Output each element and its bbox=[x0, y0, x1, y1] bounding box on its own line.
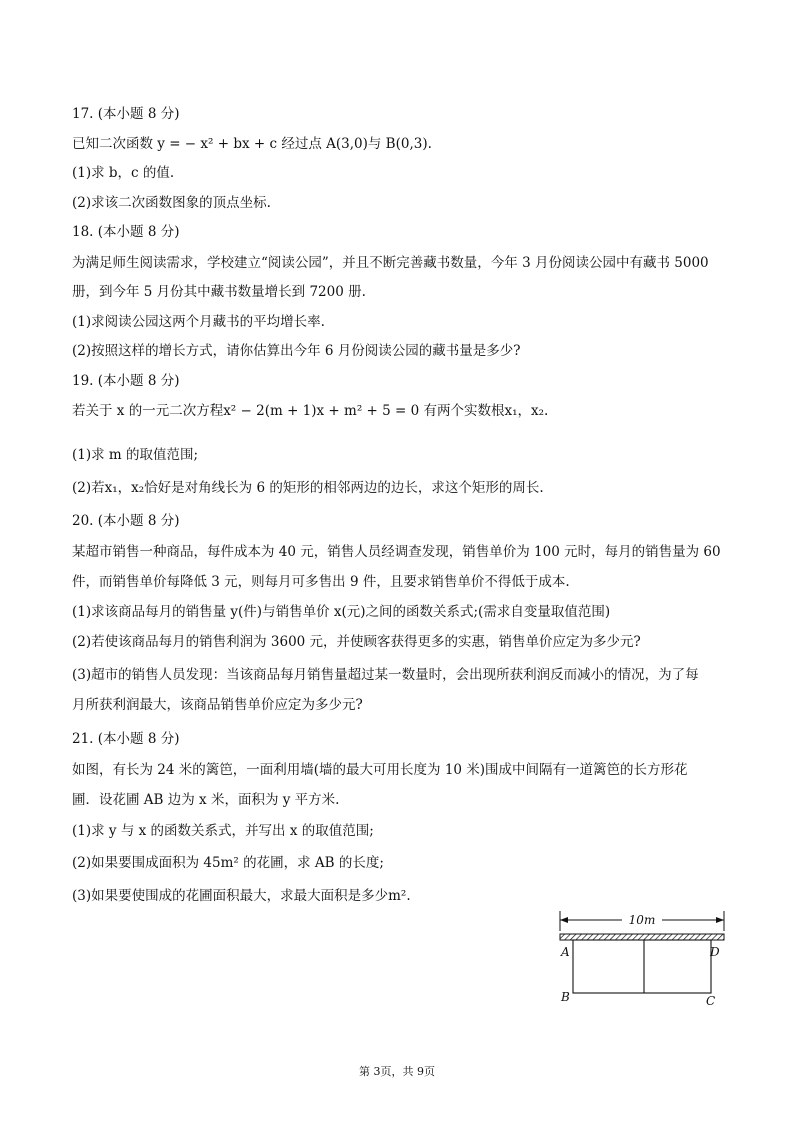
q18-part1: (1)求阅读公园这两个月藏书的平均增长率. bbox=[72, 314, 325, 330]
arrow-right bbox=[716, 917, 724, 923]
q20-part3-line1: (3)超市的销售人员发现：当该商品每月销售量超过某一数量时，会出现所获利润反而减小的情况，为了每 bbox=[72, 667, 699, 683]
q20-header: 20. (本小题 8 分) bbox=[72, 513, 180, 529]
garden-figure bbox=[548, 905, 738, 1010]
q20-part3-line2: 月所获利润最大，该商品销售单价应定为多少元? bbox=[72, 697, 363, 713]
q18-stem-line1: 为满足师生阅读需求，学校建立“阅读公园”，并且不断完善藏书数量，今年 3 月份阅读公园中有藏书 5000 bbox=[72, 255, 709, 271]
q18-header: 18. (本小题 8 分) bbox=[72, 224, 180, 240]
garden-rectangle bbox=[573, 940, 711, 993]
q19-header: 19. (本小题 8 分) bbox=[72, 373, 180, 389]
arrow-left bbox=[560, 917, 568, 923]
q17-stem: 已知二次函数 y = − x² + bx + c 经过点 A(3,0)与 B(0,3). bbox=[72, 136, 432, 152]
q19-part2: (2)若x₁，x₂恰好是对角线长为 6 的矩形的相邻两边的边长，求这个矩形的周长. bbox=[72, 480, 544, 496]
q21-header: 21. (本小题 8 分) bbox=[72, 731, 180, 747]
q21-part1: (1)求 y 与 x 的函数关系式，并写出 x 的取值范围; bbox=[72, 823, 374, 839]
q19-stem: 若关于 x 的一元二次方程x² − 2(m + 1)x + m² + 5 = 0 有两个实数根x₁，x₂. bbox=[72, 403, 549, 419]
label-d: D bbox=[710, 945, 720, 959]
label-b: B bbox=[561, 990, 570, 1004]
wall bbox=[560, 934, 724, 940]
q21-part2: (2)如果要围成面积为 45m² 的花圃，求 AB 的长度; bbox=[72, 855, 384, 871]
q20-part2: (2)若使该商品每月的销售利润为 3600 元，并使顾客获得更多的实惠，销售单价应定为多少元? bbox=[72, 634, 641, 650]
q18-part2: (2)按照这样的增长方式，请你估算出今年 6 月份阅读公园的藏书量是多少? bbox=[72, 343, 521, 359]
q20-part1: (1)求该商品每月的销售量 y(件)与销售单价 x(元)之间的函数关系式;(需求自变量取值范围) bbox=[72, 604, 611, 620]
q17-part1: (1)求 b，c 的值. bbox=[72, 165, 175, 181]
q21-stem-line2: 圃．设花圃 AB 边为 x 米，面积为 y 平方米. bbox=[72, 792, 340, 808]
label-c: C bbox=[706, 994, 716, 1008]
q21-part3: (3)如果要使围成的花圃面积最大，求最大面积是多少m². bbox=[72, 888, 411, 904]
label-a: A bbox=[561, 945, 570, 959]
page-footer: 第 3页，共 9页 bbox=[359, 1065, 435, 1078]
q18-stem-line2: 册，到今年 5 月份其中藏书数量增长到 7200 册. bbox=[72, 284, 366, 300]
q17-header: 17. (本小题 8 分) bbox=[72, 106, 180, 122]
q20-stem-line2: 件，而销售单价每降低 3 元，则每月可多售出 9 件，且要求销售单价不得低于成本. bbox=[72, 574, 570, 590]
q17-part2: (2)求该二次函数图象的顶点坐标. bbox=[72, 195, 271, 211]
q21-stem-line1: 如图，有长为 24 米的篱笆，一面利用墙(墙的最大可用长度为 10 米)围成中间隔有一道篱笆的长方形花 bbox=[72, 762, 688, 778]
wall-length-label: 10m bbox=[628, 913, 656, 927]
q19-part1: (1)求 m 的取值范围; bbox=[72, 447, 199, 463]
q20-stem-line1: 某超市销售一种商品，每件成本为 40 元，销售人员经调查发现，销售单价为 100 元时，每月的销售量为 60 bbox=[72, 544, 721, 560]
